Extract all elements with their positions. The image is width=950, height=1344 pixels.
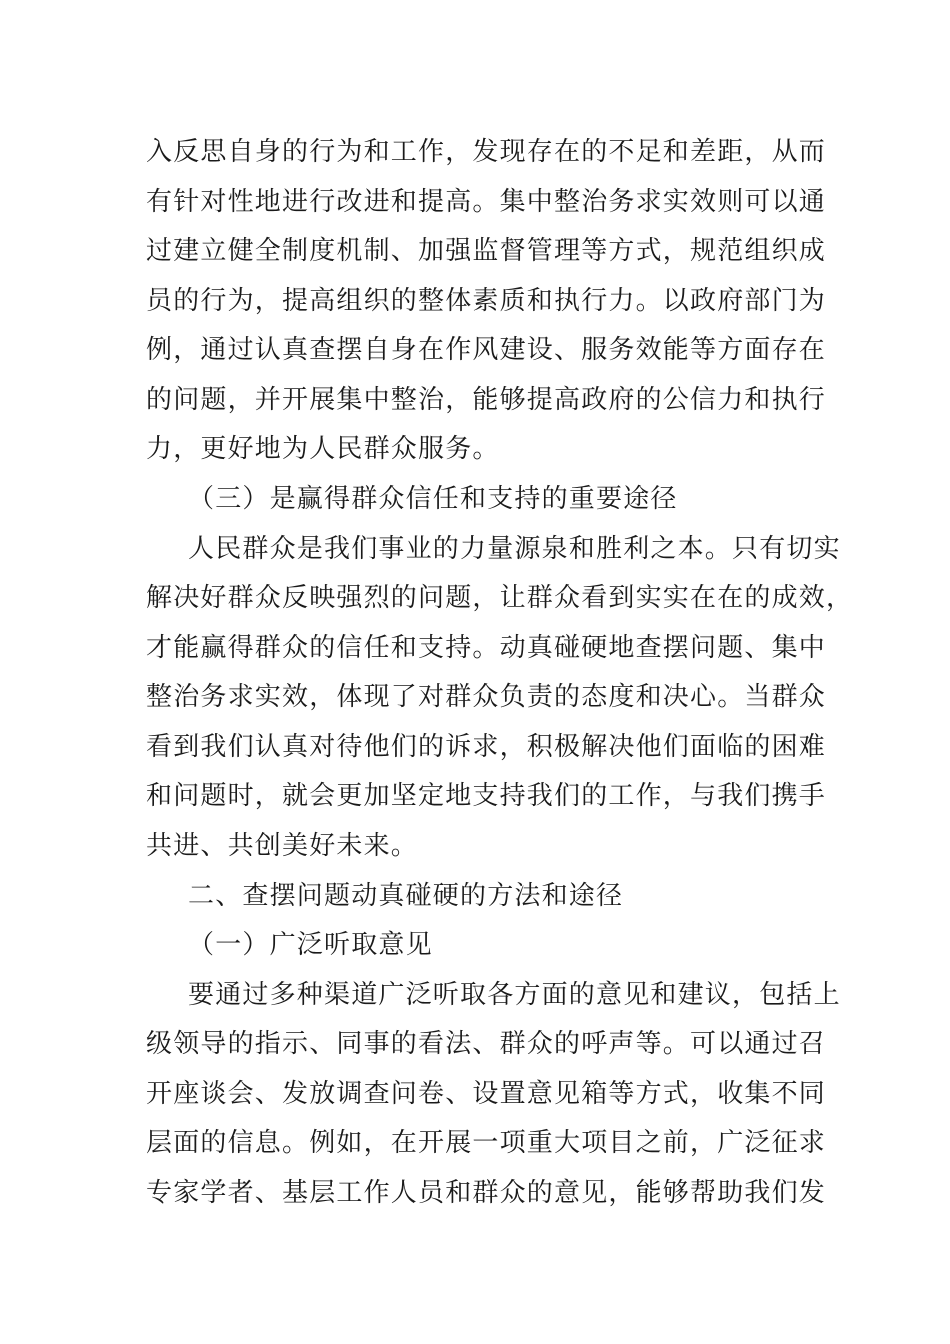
- paragraph-line: 有针对性地进行改进和提高。集中整治务求实效则可以通: [146, 187, 827, 217]
- paragraph-line: 力，更好地为人民群众服务。: [146, 434, 500, 464]
- paragraph-line: 的问题，并开展集中整治，能够提高政府的公信力和执行: [146, 385, 827, 415]
- paragraph-line: 看到我们认真对待他们的诉求，积极解决他们面临的困难: [146, 732, 827, 762]
- paragraph-line: 才能赢得群众的信任和支持。动真碰硬地查摆问题、集中: [146, 633, 827, 663]
- paragraph-line: 过建立健全制度机制、加强监督管理等方式，规范组织成: [146, 236, 827, 266]
- paragraph-line: 共进、共创美好未来。: [146, 831, 419, 861]
- section-heading: 二、查摆问题动真碰硬的方法和途径: [188, 881, 624, 911]
- paragraph-line: 开座谈会、发放调查问卷、设置意见箱等方式，收集不同: [146, 1079, 827, 1109]
- paragraph-line: 例，通过认真查摆自身在作风建设、服务效能等方面存在: [146, 335, 827, 365]
- paragraph-line: 和问题时，就会更加坚定地支持我们的工作，与我们携手: [146, 781, 827, 811]
- paragraph-line: 级领导的指示、同事的看法、群众的呼声等。可以通过召: [146, 1029, 827, 1059]
- paragraph-line: 要通过多种渠道广泛听取各方面的意见和建议，包括上: [188, 980, 841, 1010]
- paragraph-line: 整治务求实效，体现了对群众负责的态度和决心。当群众: [146, 682, 827, 712]
- paragraph-line: 员的行为，提高组织的整体素质和执行力。以政府部门为: [146, 286, 827, 316]
- paragraph-line: 解决好群众反映强烈的问题，让群众看到实实在在的成效，: [146, 583, 854, 613]
- paragraph-line: 层面的信息。例如，在开展一项重大项目之前，广泛征求: [146, 1128, 827, 1158]
- paragraph-line: 入反思自身的行为和工作，发现存在的不足和差距，从而: [146, 137, 827, 167]
- paragraph-line: 人民群众是我们事业的力量源泉和胜利之本。只有切实: [188, 534, 841, 564]
- section-subheading: （三）是赢得群众信任和支持的重要途径: [188, 484, 678, 514]
- paragraph-line: 专家学者、基层工作人员和群众的意见，能够帮助我们发: [146, 1178, 827, 1208]
- section-subheading: （一）广泛听取意见: [188, 930, 433, 960]
